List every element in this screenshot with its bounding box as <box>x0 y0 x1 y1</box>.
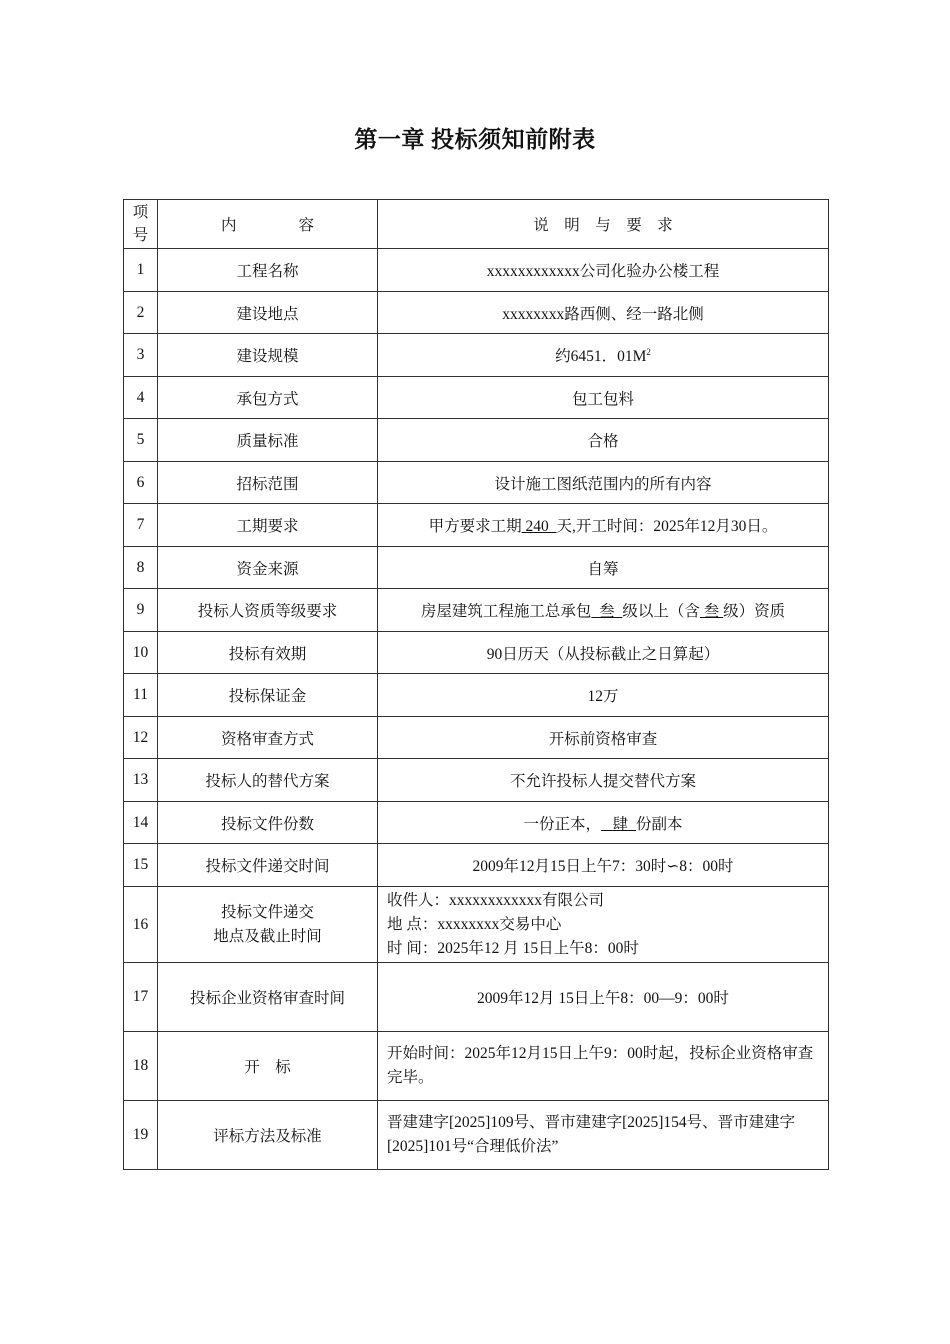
row-no: 11 <box>124 674 158 717</box>
table-row <box>124 963 829 1032</box>
row-item: 投标企业资格审查时间 <box>158 963 378 1032</box>
duration-suffix: 天,开工时间：2025年12月30日。 <box>556 518 778 535</box>
qualification-grade: 叁 <box>591 603 623 620</box>
qualification-suffix: 级）资质 <box>723 603 786 620</box>
row-item: 投标保证金 <box>158 674 378 717</box>
row-no: 15 <box>124 844 158 887</box>
row-item: 建设地点 <box>158 292 378 334</box>
row-requirement <box>378 504 829 547</box>
table-row <box>124 717 829 759</box>
row-no: 10 <box>124 632 158 674</box>
table-row <box>124 759 829 802</box>
duration-prefix: 甲方要求工期 <box>428 518 522 535</box>
row-no: 6 <box>124 462 158 504</box>
table-row <box>124 547 829 589</box>
row-item: 评标方法及标准 <box>158 1101 378 1170</box>
row-no: 8 <box>124 547 158 589</box>
row-item: 投标有效期 <box>158 632 378 674</box>
table-row <box>124 674 829 717</box>
recipient-line: 收件人：xxxxxxxxxxxx有限公司 <box>387 891 605 909</box>
qualification-grade-inclusive: 叁 <box>699 603 724 620</box>
row-item: 资格审查方式 <box>158 717 378 759</box>
table-row <box>124 802 829 844</box>
row-item: 开 标 <box>158 1032 378 1101</box>
location-line: 地 点：xxxxxxxx交易中心 <box>387 915 562 933</box>
row-no: 14 <box>124 802 158 844</box>
row-item-line: 地点及截止时间 <box>213 927 322 945</box>
row-requirement: 开始时间：2025年12月15日上午9：00时起，投标企业资格审查完毕。 <box>378 1032 829 1101</box>
row-requirement: 开标前资格审查 <box>378 717 829 759</box>
deadline-line: 时 间：2025年12 月 15日上午8：00时 <box>387 939 639 957</box>
row-no: 13 <box>124 759 158 802</box>
scale-unit-exponent: 2 <box>646 347 651 357</box>
row-requirement <box>378 334 829 377</box>
row-item: 招标范围 <box>158 462 378 504</box>
header-no-top: 项 <box>132 204 149 221</box>
header-requirement: 说 明 与 要 求 <box>378 200 829 249</box>
row-item-line: 投标文件递交 <box>220 903 314 921</box>
row-item: 资金来源 <box>158 547 378 589</box>
row-no: 7 <box>124 504 158 547</box>
row-no: 9 <box>124 589 158 632</box>
table-header-row <box>124 200 829 249</box>
row-item: 工程名称 <box>158 249 378 292</box>
tender-info-table <box>123 199 829 1170</box>
qualification-prefix: 房屋建筑工程施工总承包 <box>420 603 592 620</box>
table-row <box>124 249 829 292</box>
row-requirement: 设计施工图纸范围内的所有内容 <box>378 462 829 504</box>
header-item: 内 容 <box>158 200 378 249</box>
table-row <box>124 589 829 632</box>
row-requirement: 90日历天（从投标截止之日算起） <box>378 632 829 674</box>
row-requirement: 12万 <box>378 674 829 717</box>
duration-days: 240 <box>521 518 557 535</box>
row-requirement: 合格 <box>378 419 829 462</box>
row-no: 1 <box>124 249 158 292</box>
table-row <box>124 632 829 674</box>
row-item: 投标人的替代方案 <box>158 759 378 802</box>
copies-prefix: 一份正本， <box>523 815 602 833</box>
row-no: 3 <box>124 334 158 377</box>
table-row <box>124 334 829 377</box>
copies-count: 肆 <box>601 815 636 833</box>
table-row <box>124 844 829 887</box>
row-no: 4 <box>124 377 158 419</box>
row-requirement: 2009年12月15日上午7：30时∽8：00时 <box>378 844 829 887</box>
table-row <box>124 462 829 504</box>
row-requirement: xxxxxxxxxxxx公司化验办公楼工程 <box>378 249 829 292</box>
row-requirement <box>378 887 829 963</box>
table-row <box>124 1101 829 1170</box>
row-no: 17 <box>124 963 158 1032</box>
row-item: 建设规模 <box>158 334 378 377</box>
row-requirement: 自筹 <box>378 547 829 589</box>
table-row <box>124 292 829 334</box>
row-requirement: 晋建建字[2025]109号、晋市建建字[2025]154号、晋市建建字[2025]101号“合理低价法” <box>378 1101 829 1170</box>
row-no: 18 <box>124 1032 158 1101</box>
row-requirement: 不允许投标人提交替代方案 <box>378 759 829 802</box>
row-item <box>158 887 378 963</box>
table-row <box>124 887 829 963</box>
row-no: 19 <box>124 1101 158 1170</box>
table-row <box>124 419 829 462</box>
row-no: 16 <box>124 887 158 963</box>
row-requirement <box>378 802 829 844</box>
row-no: 2 <box>124 292 158 334</box>
row-item: 投标文件份数 <box>158 802 378 844</box>
row-no: 5 <box>124 419 158 462</box>
row-item: 工期要求 <box>158 504 378 547</box>
row-item: 承包方式 <box>158 377 378 419</box>
row-requirement: 2009年12月 15日上午8：00—9：00时 <box>378 963 829 1032</box>
qualification-middle: 级以上（含 <box>622 603 700 620</box>
row-requirement: xxxxxxxx路西侧、经一路北侧 <box>378 292 829 334</box>
header-no <box>124 200 158 249</box>
table-row <box>124 377 829 419</box>
copies-suffix: 份副本 <box>635 815 683 833</box>
row-item: 投标文件递交时间 <box>158 844 378 887</box>
table-row <box>124 504 829 547</box>
page-title: 第一章 投标须知前附表 <box>354 127 596 152</box>
scale-value: 约6451．01M <box>555 348 647 365</box>
row-requirement <box>378 589 829 632</box>
table-row <box>124 1032 829 1101</box>
row-item: 投标人资质等级要求 <box>158 589 378 632</box>
row-no: 12 <box>124 717 158 759</box>
header-no-bottom: 号 <box>132 227 149 244</box>
row-item: 质量标准 <box>158 419 378 462</box>
row-requirement: 包工包料 <box>378 377 829 419</box>
